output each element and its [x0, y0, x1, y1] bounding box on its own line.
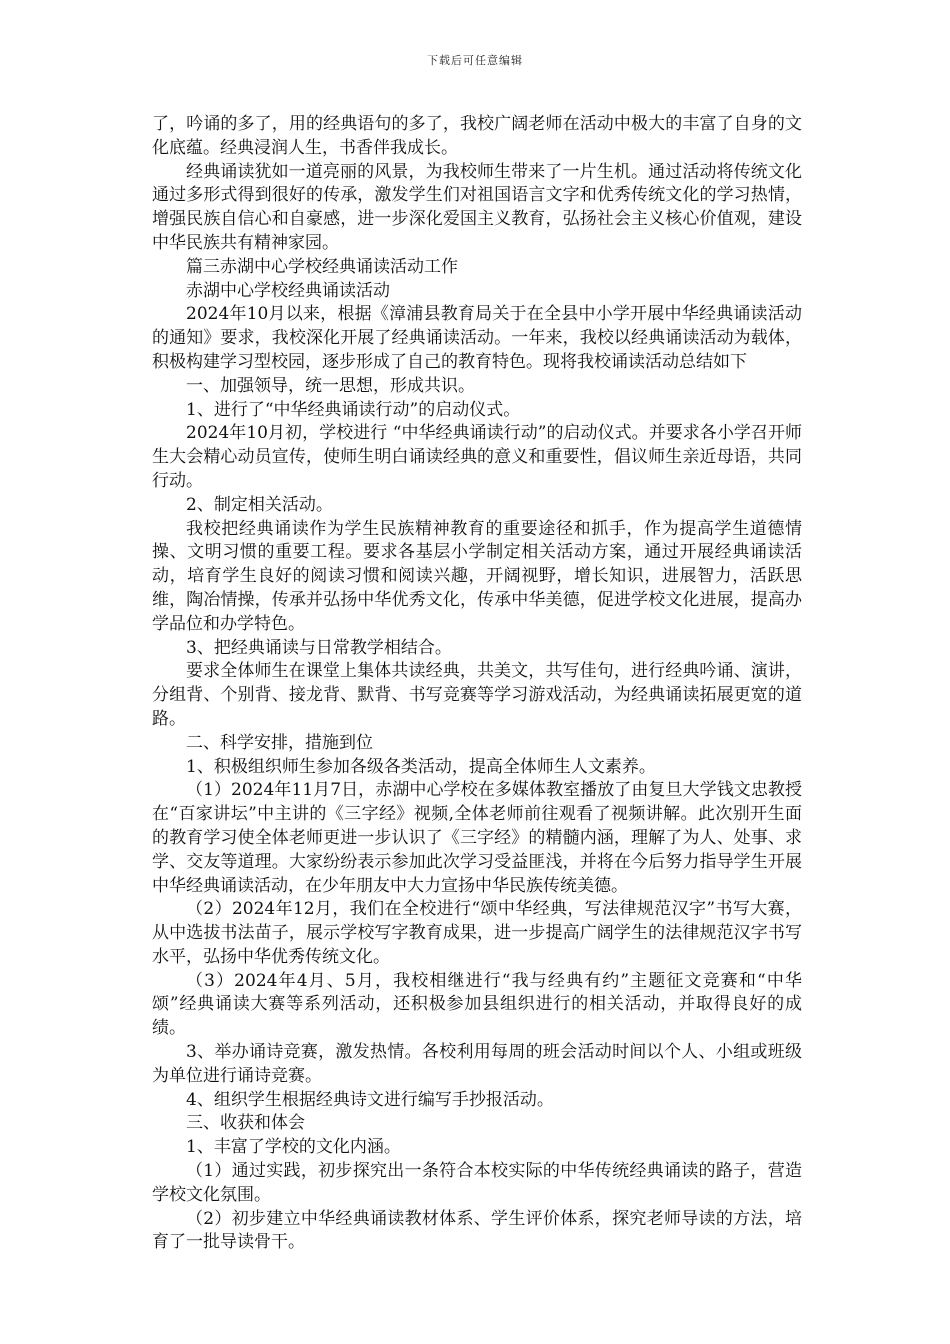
document-body — [152, 113, 802, 1255]
paragraph: 要求全体师生在课堂上集体共读经典，共美文，共写佳句，进行经典吟诵、演讲，分组背、个别背、接龙背、默背、书写竞赛等学习游戏活动，为经典诵读拓展更宽的道路。 — [152, 661, 802, 729]
paragraph: 2024年10月以来，根据《漳浦县教育局关于在全县中小学开展中华经典诵读活动的通知》要求，我校深化开展了经典诵读活动。一年来，我校以经典诵读活动为载体，积极构建学习型校园，逐步形成了自己的教育特色。现将我校诵读活动总结如下 — [152, 304, 802, 372]
paragraph: 1、进行了“中华经典诵读行动”的启动仪式。 — [186, 399, 521, 420]
paragraph: 了，吟诵的多了，用的经典语句的多了，我校广阔老师在活动中极大的丰富了自身的文化底蕴。经典浸润人生，书香伴我成长。 — [152, 114, 802, 158]
page-header: 下载后可任意编辑 — [427, 54, 523, 67]
paragraph: 赤湖中心学校经典诵读活动 — [186, 280, 390, 301]
paragraph: 3、把经典诵读与日常教学相结合。 — [186, 637, 452, 658]
paragraph: 一、加强领导，统一思想，形成共识。 — [186, 375, 475, 396]
paragraph: 2、制定相关活动。 — [186, 494, 333, 515]
paragraph: （1）通过实践，初步探究出一条符合本校实际的中华传统经典诵读的路子，营造学校文化氛围。 — [152, 1161, 802, 1205]
paragraph: 4、组织学生根据经典诗文进行编写手抄报活动。 — [186, 1089, 554, 1110]
paragraph: 三、收获和体会 — [186, 1113, 305, 1134]
paragraph: 1、丰富了学校的文化内涵。 — [186, 1137, 401, 1158]
paragraph: 二、科学安排，措施到位 — [186, 732, 373, 753]
paragraph: （2）2024年12月，我们在全校进行“颂中华经典，写法律规范汉字”书写大赛，从中选拔书法苗子，展示学校写字教育成果，进一步提高广阔学生的法律规范汉字书写水平，弘扬中华优秀传统文化。 — [152, 899, 802, 967]
paragraph: 经典诵读犹如一道亮丽的风景，为我校师生带来了一片生机。通过活动将传统文化通过多形式得到很好的传承，激发学生们对祖国语言文字和优秀传统文化的学习热情，增强民族自信心和自豪感，进一步深化爱国主义教育，弘扬社会主义核心价值观，建设中华民族共有精神家园。 — [152, 161, 802, 253]
paragraph: 篇三赤湖中心学校经典诵读活动工作 — [186, 256, 458, 277]
paragraph: 1、积极组织师生参加各级各类活动，提高全体师生人文素养。 — [186, 756, 656, 777]
paragraph: 3、举办诵诗竞赛，激发热情。各校利用每周的班会活动时间以个人、小组或班级为单位进行诵诗竞赛。 — [152, 1042, 802, 1086]
paragraph: （3）2024年4月、5月，我校相继进行“我与经典有约”主题征文竞赛和“中华颂”经典诵读大赛等系列活动，还积极参加县组织进行的相关活动，并取得良好的成绩。 — [152, 970, 802, 1039]
paragraph: （1）2024年11月7日，赤湖中心学校在多媒体教室播放了由复旦大学钱文忠教授在“百家讲坛”中主讲的《三字经》视频,全体老师前往观看了视频讲解。此次别开生面的教育学习使全体老师更进一步认识了《三字经》的精髓内涵，理解了为人、处事、求学、交友等道理。大家纷纷表示参加此次学习受益匪浅，并将在今后努力指导学生开展中华经典诵读活动，在少年朋友中大力宣扬中华民族传统美德。 — [152, 780, 802, 896]
paragraph: （2）初步建立中华经典诵读教材体系、学生评价体系，探究老师导读的方法，培育了一批导读骨干。 — [152, 1208, 802, 1253]
paragraph: 我校把经典诵读作为学生民族精神教育的重要途径和抓手，作为提高学生道德情操、文明习惯的重要工程。要求各基层小学制定相关活动方案，通过开展经典诵读活动，培育学生良好的阅读习惯和阅读兴趣，开阔视野，增长知识，进展智力，活跃思维，陶冶情操，传承并弘扬中华优秀文化，传承中华美德，促进学校文化进展，提高办学品位和办学特色。 — [152, 518, 802, 634]
paragraph: 2024年10月初，学校进行 “中华经典诵读行动”的启动仪式。并要求各小学召开师生大会精心动员宣传，使师生明白诵读经典的意义和重要性，倡议师生亲近母语，共同行动。 — [152, 423, 802, 491]
